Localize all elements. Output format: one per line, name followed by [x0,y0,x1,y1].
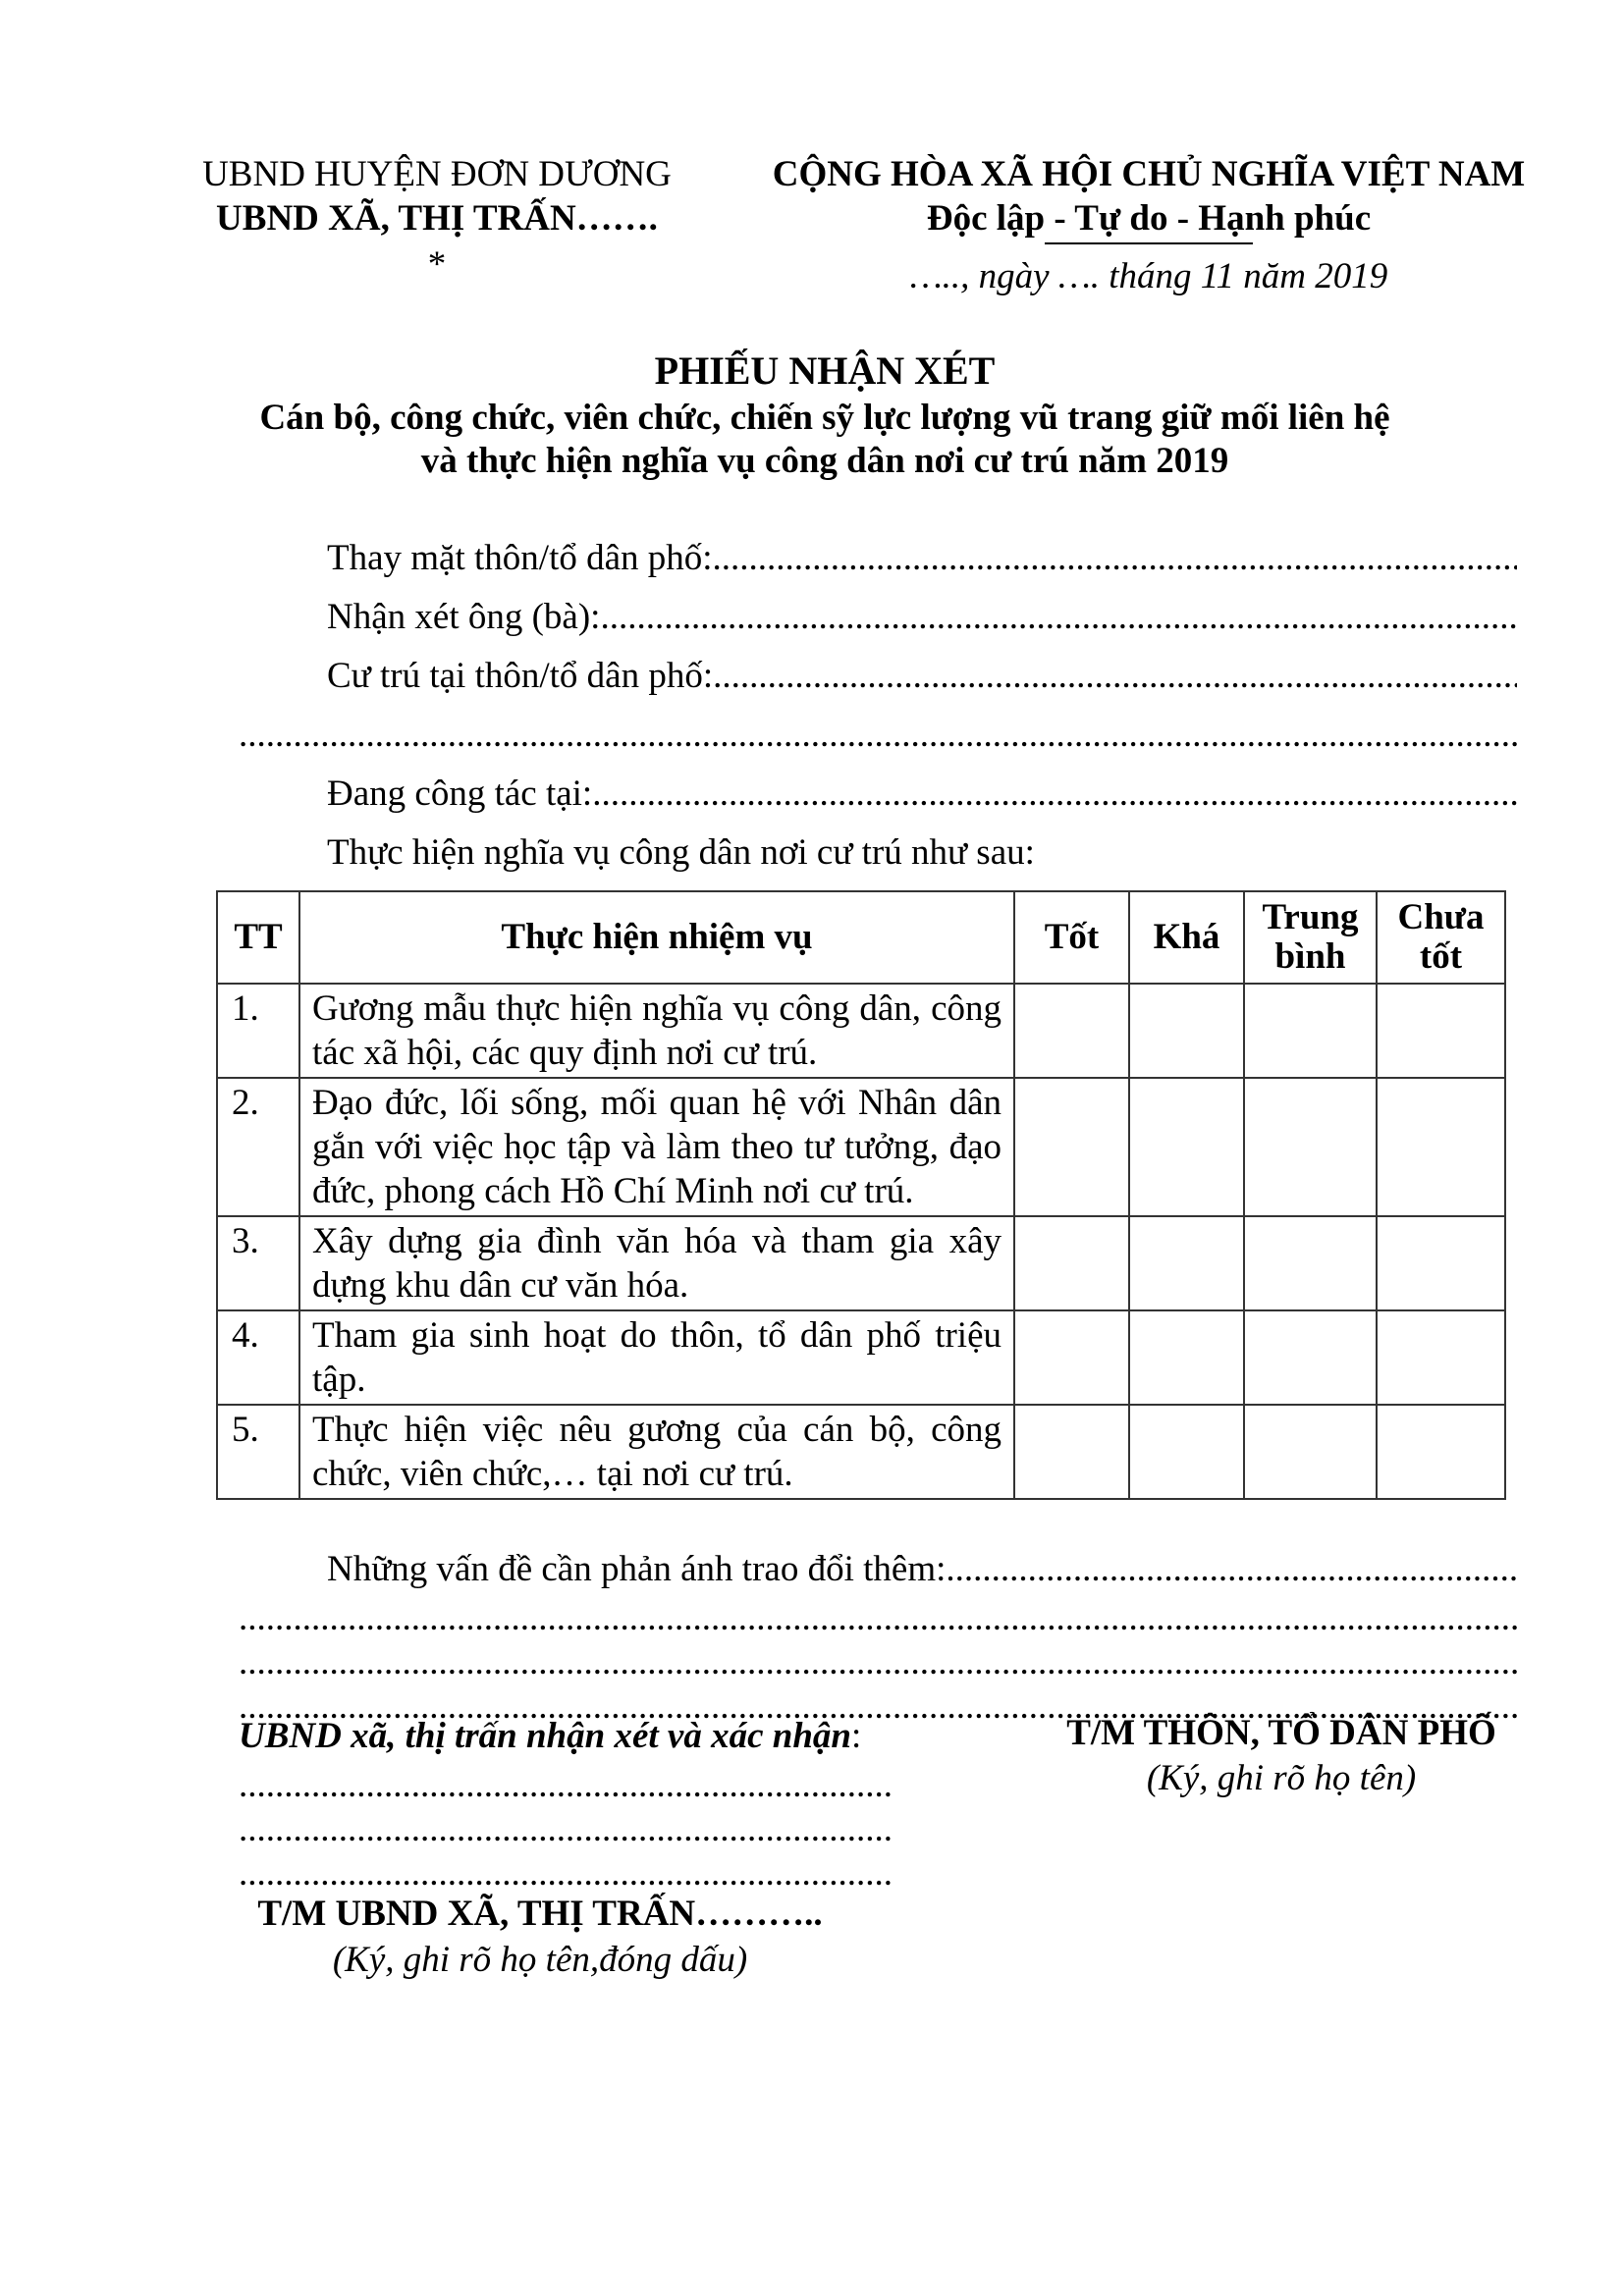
village-signature-note: (Ký, ghi rõ họ tên) [1146,1758,1417,1798]
commune-signature-note: (Ký, ghi rõ họ tên,đóng dấu) [332,1940,748,1980]
rating-average-cell[interactable] [1244,984,1377,1078]
residence-blank[interactable] [713,655,1517,697]
document-subtitle-line1: Cán bộ, công chức, viên chức, chiến sỹ lực lượng vũ trang giữ mối liên hệ [259,398,1390,438]
rating-good-cell[interactable] [1014,1310,1129,1405]
document-title-block [157,346,1492,483]
village-signature-block [1021,1710,1542,1800]
row-task: Xây dựng gia đình văn hóa và tham gia xây dựng khu dân cư văn hóa. [299,1216,1014,1310]
commune-confirm-blank-3[interactable] [239,1852,892,1895]
header-poor [1377,891,1505,984]
table-row [217,1216,1505,1310]
motto [927,196,1371,240]
representative-field[interactable] [327,537,1517,579]
row-number: 2. [217,1078,299,1216]
table-header-row [217,891,1505,984]
rating-poor-cell[interactable] [1377,984,1505,1078]
header-fair: Khá [1129,891,1244,984]
row-task: Gương mẫu thực hiện nghĩa vụ công dân, công tác xã hội, các quy định nơi cư trú. [299,984,1014,1078]
row-number: 4. [217,1310,299,1405]
village-signatory-title: T/M THÔN, TỔ DÂN PHỐ [1066,1713,1496,1753]
header-tt: TT [217,891,299,984]
header-average-line1: Trung [1262,897,1359,937]
commune-confirm-label [239,1715,861,1758]
rating-poor-cell[interactable] [1377,1405,1505,1499]
rating-average-cell[interactable] [1244,1405,1377,1499]
rating-average-cell[interactable] [1244,1078,1377,1216]
rating-average-cell[interactable] [1244,1310,1377,1405]
rating-good-cell[interactable] [1014,1405,1129,1499]
residence-blank-2[interactable] [239,714,1517,756]
header-poor-line2: tốt [1419,936,1463,977]
workplace-label: Đang công tác tại: [327,774,593,814]
motto-text: Độc lập - Tự do - Hạnh phúc [926,198,1372,239]
header-average-line2: bình [1274,936,1346,977]
workplace-field[interactable] [327,773,1517,815]
row-task: Đạo đức, lối sống, mối quan hệ với Nhân dân gắn với việc học tập và làm theo tư tưởng, đạo đức, phong cách Hồ Chí Minh nơi cư trú. [299,1078,1014,1216]
assessee-blank[interactable] [600,596,1517,638]
commune-confirm-blank-2[interactable] [239,1808,892,1850]
commune-confirm-blank-1[interactable] [239,1764,892,1806]
row-number: 3. [217,1216,299,1310]
residence-field[interactable] [327,655,1517,697]
obligation-intro: Thực hiện nghĩa vụ công dân nơi cư trú như sau: [327,832,1035,873]
issues-blank[interactable] [946,1548,1517,1590]
table-row [217,1310,1505,1405]
commune-confirm-text: UBND xã, thị trấn nhận xét và xác nhận [239,1716,851,1756]
issues-line-3[interactable] [239,1641,1517,1683]
header-good: Tốt [1014,891,1129,984]
document-subtitle-line2: và thực hiện nghĩa vụ công dân nơi cư trú năm 2019 [420,441,1229,481]
district-name: UBND HUYỆN ĐƠN DƯƠNG [202,154,672,194]
header-star-mark: * [427,244,447,285]
row-number: 1. [217,984,299,1078]
issues-label: Những vấn đề cần phản ánh trao đổi thêm: [327,1549,947,1589]
commune-confirm-line-1[interactable] [239,1764,892,1806]
table-row [217,1405,1505,1499]
table-row [217,984,1505,1078]
issues-line-2[interactable] [239,1597,1517,1639]
row-number: 5. [217,1405,299,1499]
document-title: PHIẾU NHẬN XÉT [654,348,996,393]
header-poor-line1: Chưa [1397,897,1485,937]
rating-good-cell[interactable] [1014,984,1129,1078]
row-task: Thực hiện việc nêu gương của cán bộ, công chức, viên chức,… tại nơi cư trú. [299,1405,1014,1499]
rating-good-cell[interactable] [1014,1216,1129,1310]
national-header [727,152,1571,298]
header-task: Thực hiện nhiệm vụ [299,891,1014,984]
rating-fair-cell[interactable] [1129,1216,1244,1310]
assessee-label: Nhận xét ông (bà): [327,597,601,637]
issuer-block [157,152,717,287]
issues-field[interactable] [327,1548,1517,1590]
rating-poor-cell[interactable] [1377,1310,1505,1405]
country-name: CỘNG HÒA XÃ HỘI CHỦ NGHĨA VIỆT NAM [772,154,1526,194]
commune-signature-block [157,1890,923,1982]
commune-confirm-colon: : [851,1716,862,1756]
residence-continuation[interactable] [239,714,1517,756]
rating-average-cell[interactable] [1244,1216,1377,1310]
residence-label: Cư trú tại thôn/tổ dân phố: [327,656,714,696]
rating-poor-cell[interactable] [1377,1216,1505,1310]
rating-fair-cell[interactable] [1129,1405,1244,1499]
rating-fair-cell[interactable] [1129,1310,1244,1405]
assessment-table [216,890,1506,1500]
representative-label: Thay mặt thôn/tổ dân phố: [327,538,713,578]
commune-signatory-title: T/M UBND XÃ, THỊ TRẤN……….. [257,1894,823,1934]
motto-underline [1045,242,1253,244]
rating-poor-cell[interactable] [1377,1078,1505,1216]
issues-blank-2[interactable] [239,1597,1517,1639]
row-task: Tham gia sinh hoạt do thôn, tổ dân phố triệu tập. [299,1310,1014,1405]
commune-confirm-line-3[interactable] [239,1852,892,1895]
representative-blank[interactable] [713,537,1517,579]
assessee-field[interactable] [327,596,1517,638]
issues-blank-3[interactable] [239,1641,1517,1683]
table-row [217,1078,1505,1216]
workplace-blank[interactable] [592,773,1517,815]
rating-fair-cell[interactable] [1129,984,1244,1078]
rating-fair-cell[interactable] [1129,1078,1244,1216]
rating-good-cell[interactable] [1014,1078,1129,1216]
header-average [1244,891,1377,984]
document-date: ….., ngày …. tháng 11 năm 2019 [909,256,1388,296]
commune-confirm-line-2[interactable] [239,1808,892,1850]
commune-name: UBND XÃ, THỊ TRẤN……. [216,198,658,239]
